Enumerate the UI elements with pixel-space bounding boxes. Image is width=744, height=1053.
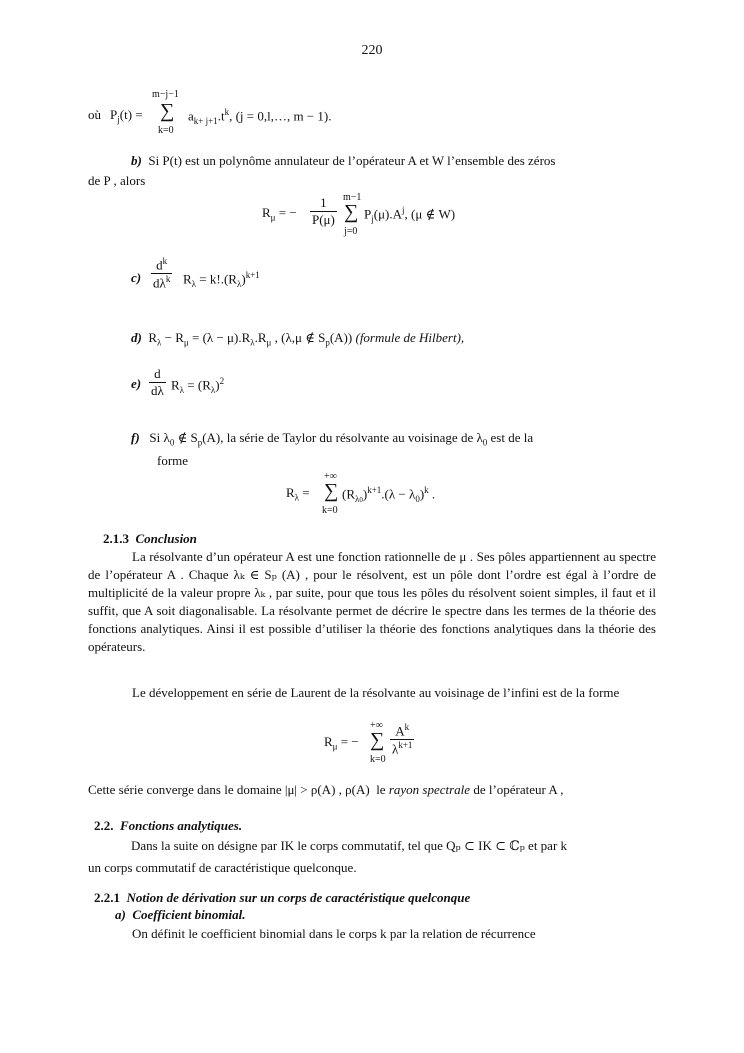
sigma-symbol: ∑	[370, 729, 385, 751]
item-label: e)	[131, 376, 142, 391]
item-f-line1	[131, 430, 533, 448]
item-label: d)	[131, 330, 142, 345]
item-b-line2: de P , alors	[88, 173, 146, 188]
item-b-line1	[131, 153, 555, 169]
equation-laurent	[324, 720, 454, 770]
item-formula: $R_\lambda = (R_\lambda)^2$	[171, 376, 225, 395]
section-2-2-line1: Dans la suite on désigne par IK le corps commutatif, tel que Qₚ ⊂ IK ⊂ ℂₚ et par k	[131, 838, 568, 853]
eq-lhs: $R_\lambda$ =	[286, 485, 310, 503]
sum-upper: +∞	[324, 471, 337, 482]
section-title: Conclusion	[135, 531, 197, 546]
laurent-paragraph: Le développement en série de Laurent de la résolvante au voisinage de l’infini est de la forme	[132, 685, 620, 700]
sum-lower: j=0	[344, 226, 358, 237]
sum-upper: +∞	[370, 720, 383, 731]
term-rayon-spectrale: rayon spectrale	[388, 782, 471, 797]
binomial-definition-line: On définit le coefficient binomial dans le corps k par la relation de récurrence	[132, 926, 536, 941]
section-number: 2.1.3	[103, 531, 129, 546]
subsection-label: a)	[115, 907, 126, 922]
conclusion-paragraph: La résolvante d’un opérateur A est une fonction rationnelle de μ . Ses pôles appartiennent au spectre de l’opérateur A . Chaque λₖ ∈ Sₚ (A) , pour le résolvent, est un pôle dont l’ordre est égal à l’ordre de multiplicité de la valeur propre λₖ , par suite, pour que tous les pôles du résolvent soient simples, il faut et il suffit, que A soit diagonalisable. La résolvante permet de décrire le spectre dans les termes de la théorie des fonctions analytiques. Ainsi il est possible d’utiliser la théorie des fonctions analytiques dans la théorie des opérateurs.	[88, 549, 656, 654]
eq-term: $(R_{\lambda 0})^{k+1}.(\lambda - \lambda_0)^k$ .	[342, 485, 436, 504]
item-formula: $R_\lambda = k!.(R_\lambda)^{k+1}$	[183, 270, 260, 289]
fraction: $\frac{A^k}{\lambda^{k+1}}$	[392, 722, 413, 757]
derivative-fraction: $\frac{d}{d\lambda}$	[151, 366, 164, 398]
subsection-a	[115, 907, 246, 923]
eq-lhs: $P_j(t)$ =	[110, 107, 143, 125]
sum-upper: m−1	[343, 192, 362, 203]
eq-lhs: $R_\mu$ = −	[324, 734, 359, 752]
section-2-2-line2: un corps commutatif de caractéristique quelconque.	[88, 860, 357, 875]
eq-lhs: $R_\mu$ = −	[262, 205, 297, 223]
item-formula: $R_\lambda - R_\mu = (\lambda - \mu).R_\lambda.R_\mu$ , (λ,μ ∉ $S_p(A)$)	[148, 330, 353, 348]
section-number: 2.2.1	[94, 890, 120, 905]
derivative-fraction: $d^k$ $d\lambda^k$	[153, 256, 171, 291]
eq-prefix: où	[88, 107, 101, 122]
item-label: b)	[131, 153, 142, 168]
sum-lower: k=0	[322, 505, 338, 516]
section-heading-2-2	[94, 818, 242, 834]
equation-taylor	[286, 471, 486, 521]
item-label: c)	[131, 270, 142, 285]
section-heading-2-2-1	[94, 890, 470, 906]
sigma-symbol: ∑	[160, 100, 175, 122]
sum-lower: k=0	[158, 125, 174, 136]
eq-term: $a_{k+ j+1}.t^k$, (j = 0,l,…, m − 1).	[188, 107, 332, 126]
eq-term: $P_j(\mu).A^j$, (μ ∉ W)	[364, 205, 456, 224]
section-title: Notion de dérivation sur un corps de caractéristique quelconque	[126, 890, 471, 905]
item-f-line2: forme	[157, 453, 189, 468]
sigma-symbol: ∑	[344, 201, 359, 223]
item-note: (formule de Hilbert),	[355, 330, 465, 345]
page-number: 220	[361, 43, 383, 58]
fraction: $\frac{1}{P(\mu)}$	[312, 195, 335, 227]
item-c	[131, 256, 381, 302]
section-heading-2-1-3	[103, 531, 197, 547]
convergence-line: Cette série converge dans le domaine |μ| > ρ(A) , ρ(A) le rayon spectrale de l’opérateur A ,	[88, 782, 564, 797]
equation-b	[262, 192, 522, 242]
convergence-formula: |μ| > ρ(A) , ρ(A)	[284, 782, 370, 797]
section-number: 2.2.	[94, 818, 114, 833]
item-e	[131, 366, 331, 406]
item-text: Si $\lambda_0$ ∉ $S_p(A)$, la série de Taylor du résolvante au voisinage de $\lambda_0$ est de la	[149, 430, 534, 448]
equation-pj	[88, 89, 488, 139]
item-d	[131, 330, 464, 348]
sum-upper: m−j−1	[152, 89, 179, 100]
item-label: f)	[131, 430, 140, 445]
sum-lower: k=0	[370, 754, 386, 765]
sigma-symbol: ∑	[324, 480, 339, 502]
subsection-title: Coefficient binomial.	[132, 907, 246, 922]
section-title: Fonctions analytiques.	[120, 818, 243, 833]
item-text: Si P(t) est un polynôme annulateur de l’opérateur A et W l’ensemble des zéros	[148, 153, 556, 168]
